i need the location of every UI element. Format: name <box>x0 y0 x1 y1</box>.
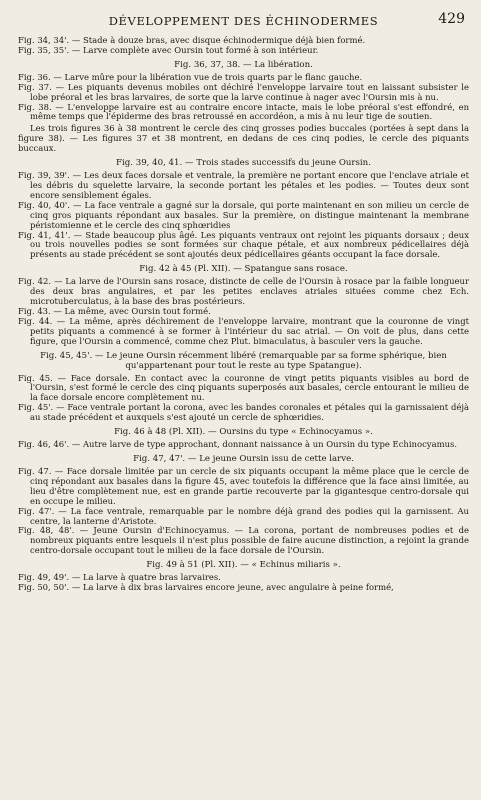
running-title: DÉVELOPPEMENT DES ÉCHINODERMES <box>108 14 379 28</box>
figure-caption-entry: Fig. 44. — La même, après déchirement de l'enveloppe larvaire, montrant que la couronne de vingt petits piquants a commencé à se former à l'intérieur du sac atrial. — On voit de plus, dans cette figure, que l'Oursin a commencé, comme chez Plut. bimaculatus, à basculer vers la gauche. <box>18 315 469 346</box>
figure-caption-entry: Fig. 43. — La même, avec Oursin tout formé. <box>18 305 211 316</box>
figure-caption-entry: Fig. 46, 46'. — Autre larve de type approchant, donnant naissance à un Oursin du type Echinocyamus. <box>18 439 458 450</box>
figure-caption-entry: Fig. 42. — La larve de l'Oursin sans rosace, distincte de celle de l'Oursin à rosace par la faible longueur des deux bras angulaires, et par les petites enclaves atriales situées comme chez Ech. microtuberculatus, à la base des bras postérieurs. <box>18 276 469 307</box>
figure-caption-entry: Fig. 41, 41'. — Stade beaucoup plus âgé. Les piquants ventraux ont rejoint les piquants dorsaux ; deux ou trois nouvelles podies se sont formées sur chaque pétale, et aux nombreux pédicellaires déjà présents au stade précédent se sont ajoutés deux pédicellaires géants occupant la face dorsale. <box>18 229 469 260</box>
figure-caption-entry: Fig. 37. — Les piquants devenus mobiles ont déchiré l'enveloppe larvaire tout en laissant subsister le lobe préoral et les bras larvaires, de sorte que la larve continue à nager avec l'Oursin mis à nu. <box>18 81 469 102</box>
figure-caption-entry: Fig. 48, 48'. — Jeune Oursin d'Echinocyamus. — La corona, portant de nombreuses podies et de nombreux piquants entre lesquels il n'est plus possible de faire aucune distinction, a rejoint la grande centro-dorsale occupant tout le milieu de la face dorsale de l'Oursin. <box>18 525 469 556</box>
figure-caption-entry: Fig. 36. — Larve mûre pour la libération vue de trois quarts par le flanc gauche. <box>18 71 363 82</box>
figure-caption-entry: Fig. 34, 34'. — Stade à douze bras, avec disque échinodermique déjà bien formé. <box>18 35 366 45</box>
section-heading: Fig. 47, 47'. — Le jeune Oursin issu de cette larve. <box>133 454 354 464</box>
section-heading: Fig. 46 à 48 (Pl. XII). — Oursins du type « Echinocyamus ». <box>114 427 373 438</box>
paragraph: Les trois figures 36 à 38 montrent le cercle des cinq grosses podies buccales (portées à sept dans la figure 38). — Les figures 37 et 38 montrent, en dedans de ces cinq podies, le cercle des piquants buccaux. <box>18 123 469 154</box>
section-heading: Fig. 36, 37, 38. — La libération. <box>174 59 313 70</box>
section-heading: Fig. 42 à 45 (Pl. XII). — Spatangue sans rosace. <box>139 264 348 275</box>
section-heading: Fig. 49 à 51 (Pl. XII). — « Echinus miliaris ». <box>146 560 341 571</box>
figure-caption-entry: Fig. 45'. — Face ventrale portant la corona, avec les bandes coronales et pétales qui la garnissaient déjà au stade précédent et auxquels s'est ajouté un cercle de sphœridies. <box>18 402 469 423</box>
figure-caption-entry: Fig. 50, 50'. — La larve à dix bras larvaires encore jeune, avec angulaire à peine formé, <box>18 582 394 593</box>
figure-caption-entry: Fig. 47'. — La face ventrale, remarquable par le nombre déjà grand des podies qui la garnissent. Au centre, la lanterne d'Aristote. <box>18 505 469 526</box>
figure-caption-entry: Fig. 35, 35'. — Larve complète avec Oursin tout formé à son intérieur. <box>18 44 319 55</box>
figure-caption-entry: Fig. 47. — Face dorsale limitée par un cercle de six piquants occupant la même place que le cercle de cinq répondant aux basales dans la figure 45, avec toutefois la différence que la face ainsi limitée, au lieu d'être complètement nue, est en grande partie recouverte par la gigantesque centro-dorsale qui en occupe le milieu. <box>18 466 469 506</box>
section-heading: Fig. 45, 45'. — Le jeune Oursin récemment libéré (remarquable par sa forme sphérique, bien qu'appartenant pour tout le reste au type Spatangue). <box>40 350 447 371</box>
figure-caption-entry: Fig. 45. — Face dorsale. En contact avec la couronne de vingt petits piquants visibles au bord de l'Oursin, s'est formé le cercle des cinq piquants superposés aux basales, cercle entourant le milieu de la face dorsale encore complètement nu. <box>18 372 469 403</box>
figure-caption-entry: Fig. 40, 40'. — La face ventrale a gagné sur la dorsale, qui porte maintenant en son milieu un cercle de cinq gros piquants répondant aux basales. Sur la première, on distingue maintenant la membrane péristomienne et le cercle des cinq sphœridies <box>18 199 469 230</box>
figure-caption-entry: Fig. 39, 39'. — Les deux faces dorsale et ventrale, la première ne portant encore que l'enclave atriale et les débris du squelette larvaire, la seconde portant les pétales et les podies. — Toutes deux sont encore sensiblement égales. <box>18 170 469 200</box>
figure-caption-entry: Fig. 38. — L'enveloppe larvaire est au contraire encore intacte, mais le lobe préoral s'est effondré, en même temps que l'épiderme des bras retroussé en accordéon, a mis à nu leur tige de soutien. <box>18 101 469 122</box>
page-number: 429 <box>438 11 465 27</box>
figure-caption-entry: Fig. 49, 49'. — La larve à quatre bras larvaires. <box>18 572 221 583</box>
section-heading: Fig. 39, 40, 41. — Trois stades successifs du jeune Oursin. <box>116 158 371 169</box>
running-header <box>18 11 469 34</box>
page-body <box>18 36 469 593</box>
